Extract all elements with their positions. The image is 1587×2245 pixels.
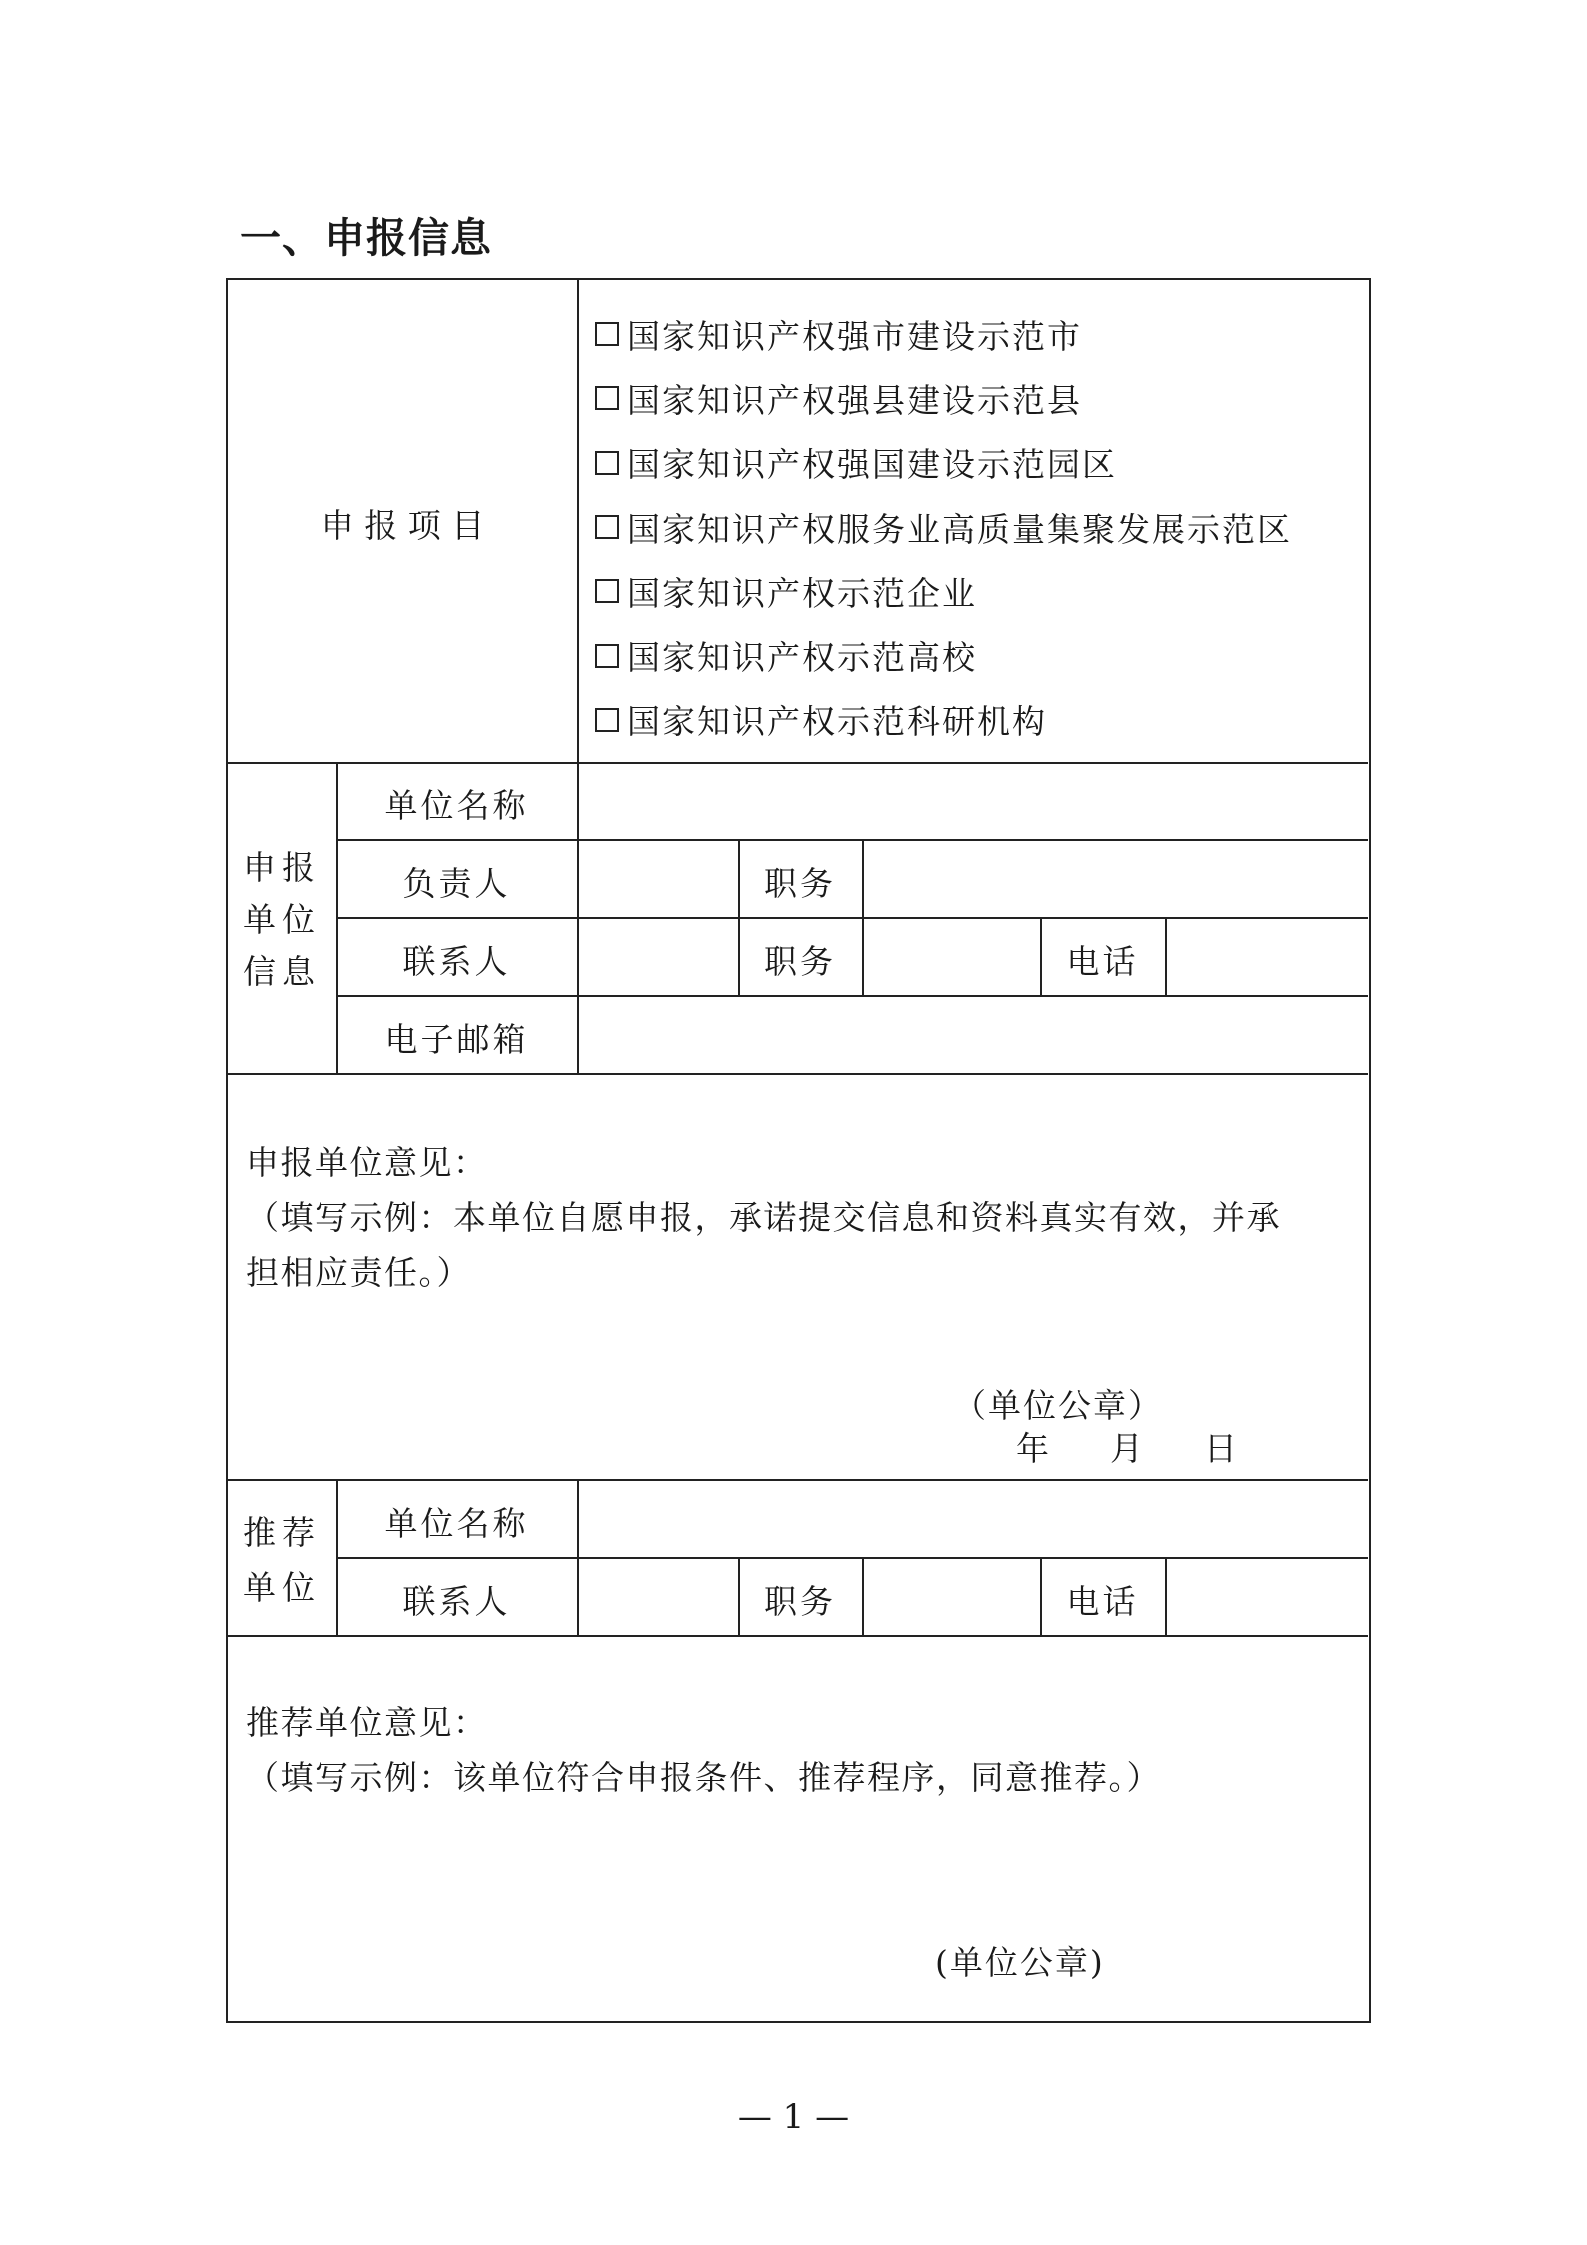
- project-option[interactable]: 国家知识产权强市建设示范市: [595, 302, 1292, 366]
- applicant-contact-label: 联系人: [402, 942, 511, 981]
- checkbox-icon[interactable]: [595, 322, 619, 346]
- applicant-opinion-heading: 申报单位意见：: [246, 1143, 488, 1182]
- section-title: 一、申报信息: [240, 214, 492, 262]
- project-option[interactable]: 国家知识产权示范科研机构: [595, 688, 1292, 752]
- applicant-date-year: 年: [1016, 1429, 1049, 1468]
- checkbox-icon[interactable]: [595, 386, 619, 410]
- applicant-opinion-line2: 担相应责任。）: [246, 1253, 471, 1292]
- applicant-principal-position-label: 职务: [764, 864, 836, 903]
- applicant-group-label: 申报 单位 信息: [243, 848, 321, 991]
- applicant-contact-position-label: 职务: [764, 942, 836, 981]
- recommender-seal: (单位公章): [935, 1943, 1105, 1982]
- applicant-email-label: 电子邮箱: [384, 1020, 529, 1059]
- checkbox-icon[interactable]: [595, 515, 619, 539]
- applicant-date-month: 月: [1110, 1429, 1143, 1468]
- checkbox-icon[interactable]: [595, 644, 619, 668]
- applicant-seal: （单位公章）: [953, 1386, 1163, 1425]
- page-number: — 1 —: [737, 2097, 850, 2137]
- recommender-opinion: [246, 1695, 1161, 1805]
- project-option[interactable]: 国家知识产权强国建设示范园区: [595, 431, 1292, 495]
- recommender-phone-label: 电话: [1066, 1582, 1139, 1621]
- applicant-opinion-line1: （填写示例：本单位自愿申报，承诺提交信息和资料真实有效，并承: [246, 1198, 1281, 1237]
- project-options: [595, 302, 1292, 752]
- application-form: [226, 278, 1371, 2023]
- applicant-opinion: [246, 1135, 1281, 1300]
- recommender-position-label: 职务: [764, 1582, 836, 1621]
- project-option[interactable]: 国家知识产权示范高校: [595, 623, 1292, 687]
- project-option[interactable]: 国家知识产权示范企业: [595, 559, 1292, 623]
- applicant-principal-label: 负责人: [402, 864, 511, 903]
- applicant-date-day: 日: [1204, 1429, 1237, 1468]
- project-label: 申 报 项 目: [320, 506, 485, 545]
- checkbox-icon[interactable]: [595, 708, 619, 732]
- recommender-group-label: 推荐 单位: [243, 1513, 321, 1607]
- project-option[interactable]: 国家知识产权强县建设示范县: [595, 366, 1292, 430]
- project-option[interactable]: 国家知识产权服务业高质量集聚发展示范区: [595, 495, 1292, 559]
- recommender-unit-name-label: 单位名称: [384, 1504, 529, 1543]
- checkbox-icon[interactable]: [595, 451, 619, 475]
- recommender-opinion-heading: 推荐单位意见：: [246, 1703, 488, 1742]
- recommender-opinion-line1: （填写示例：该单位符合申报条件、推荐程序，同意推荐。）: [246, 1758, 1161, 1797]
- applicant-phone-label: 电话: [1066, 942, 1139, 981]
- applicant-unit-name-label: 单位名称: [384, 786, 529, 825]
- recommender-contact-label: 联系人: [402, 1582, 511, 1621]
- checkbox-icon[interactable]: [595, 579, 619, 603]
